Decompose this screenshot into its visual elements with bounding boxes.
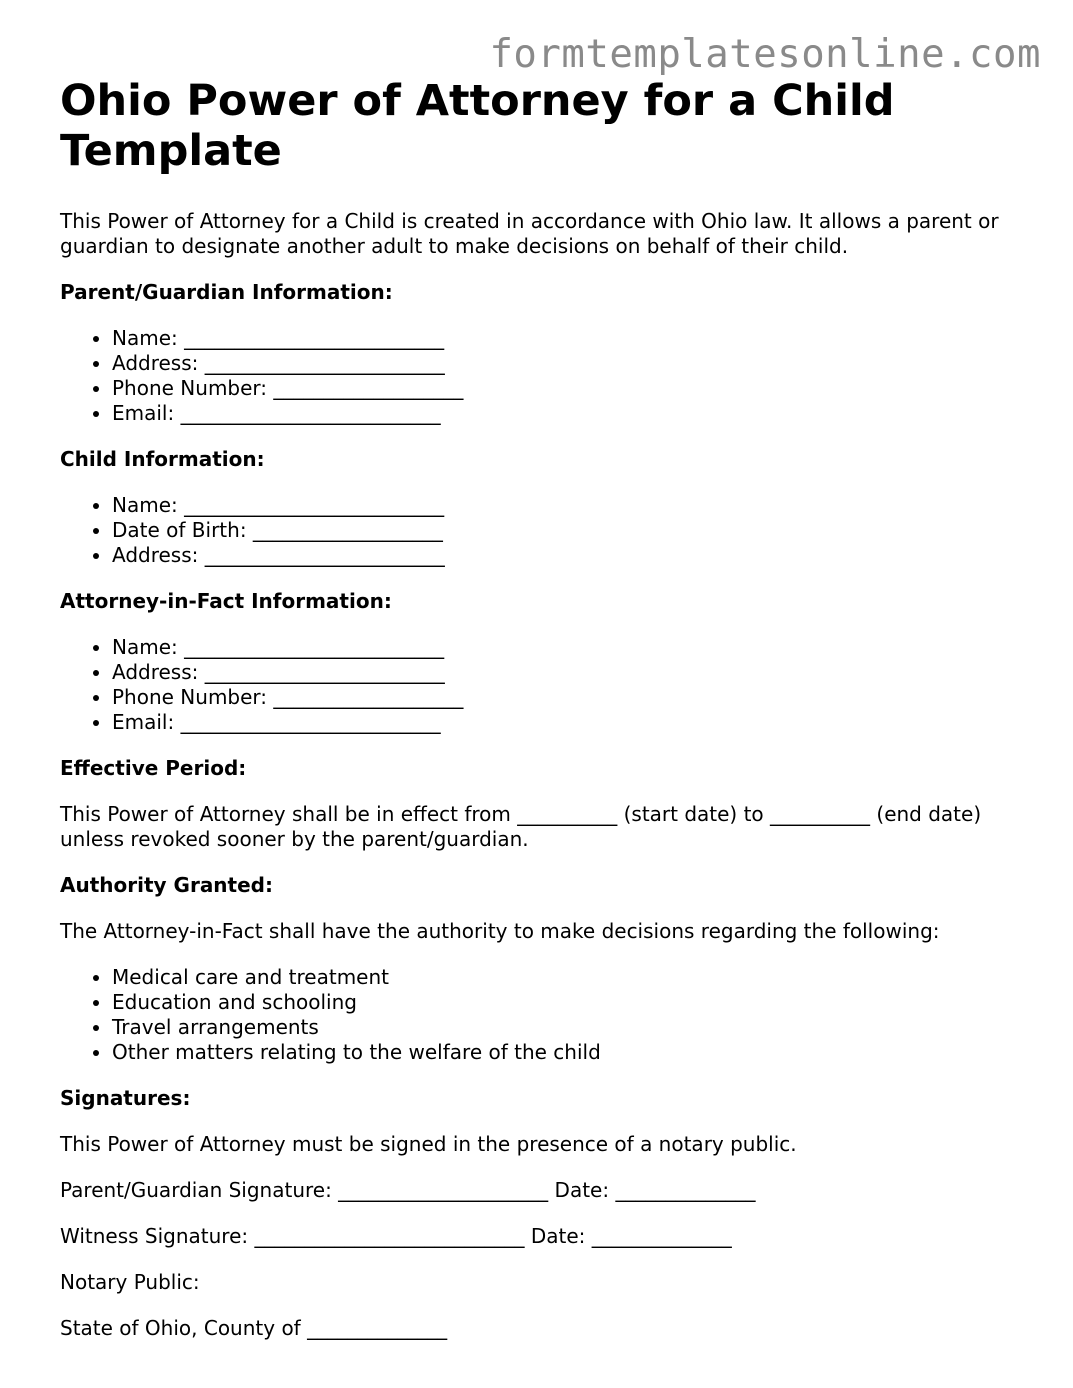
- attorney-email-field: • Email: __________________________: [112, 710, 1020, 735]
- child-address-field: • Address: ________________________: [112, 543, 1020, 568]
- parent-phone-field: • Phone Number: ___________________: [112, 376, 1020, 401]
- authority-item-education: • Education and schooling: [112, 990, 1020, 1015]
- parent-guardian-heading: Parent/Guardian Information:: [60, 280, 393, 304]
- intro-paragraph: This Power of Attorney for a Child is created in accordance with Ohio law. It allows a parent or guardian to designate another adult to make decisions on behalf of their child.: [60, 209, 999, 258]
- parent-email-field: • Email: __________________________: [112, 401, 1020, 426]
- effective-period-heading: Effective Period:: [60, 756, 247, 780]
- attorney-name-field: • Name: __________________________: [112, 635, 1020, 660]
- watermark: formtemplatesonline.com: [489, 32, 1041, 77]
- signatures-heading: Signatures:: [60, 1086, 191, 1110]
- authority-item-welfare: • Other matters relating to the welfare of the child: [112, 1040, 1020, 1065]
- attorney-phone-field: • Phone Number: ___________________: [112, 685, 1020, 710]
- document-page: [60, 76, 1020, 1341]
- parent-address-field: • Address: ________________________: [112, 351, 1020, 376]
- notary-line: Notary Public:: [60, 1270, 200, 1294]
- parent-signature-line: Parent/Guardian Signature: _____________________ Date: ______________: [60, 1178, 756, 1202]
- authority-list: [60, 965, 1020, 1065]
- authority-item-medical: • Medical care and treatment: [112, 965, 1020, 990]
- child-info-fields: [60, 493, 1020, 568]
- witness-signature-line: Witness Signature: ___________________________ Date: ______________: [60, 1224, 732, 1248]
- attorney-info-heading: Attorney-in-Fact Information:: [60, 589, 392, 613]
- document-title: Ohio Power of Attorney for a Child Template: [60, 76, 895, 176]
- authority-item-travel: • Travel arrangements: [112, 1015, 1020, 1040]
- attorney-info-fields: [60, 635, 1020, 735]
- signatures-text: This Power of Attorney must be signed in the presence of a notary public.: [60, 1132, 797, 1156]
- effective-period-text: This Power of Attorney shall be in effect from __________ (start date) to __________ (end date) unless revoked sooner by the parent/guardian.: [60, 802, 982, 851]
- child-name-field: • Name: __________________________: [112, 493, 1020, 518]
- attorney-address-field: • Address: ________________________: [112, 660, 1020, 685]
- parent-guardian-fields: [60, 326, 1020, 426]
- child-info-heading: Child Information:: [60, 447, 265, 471]
- parent-name-field: • Name: __________________________: [112, 326, 1020, 351]
- child-dob-field: • Date of Birth: ___________________: [112, 518, 1020, 543]
- county-line: State of Ohio, County of ______________: [60, 1316, 448, 1340]
- authority-heading: Authority Granted:: [60, 873, 273, 897]
- authority-text: The Attorney-in-Fact shall have the authority to make decisions regarding the following:: [60, 919, 940, 943]
